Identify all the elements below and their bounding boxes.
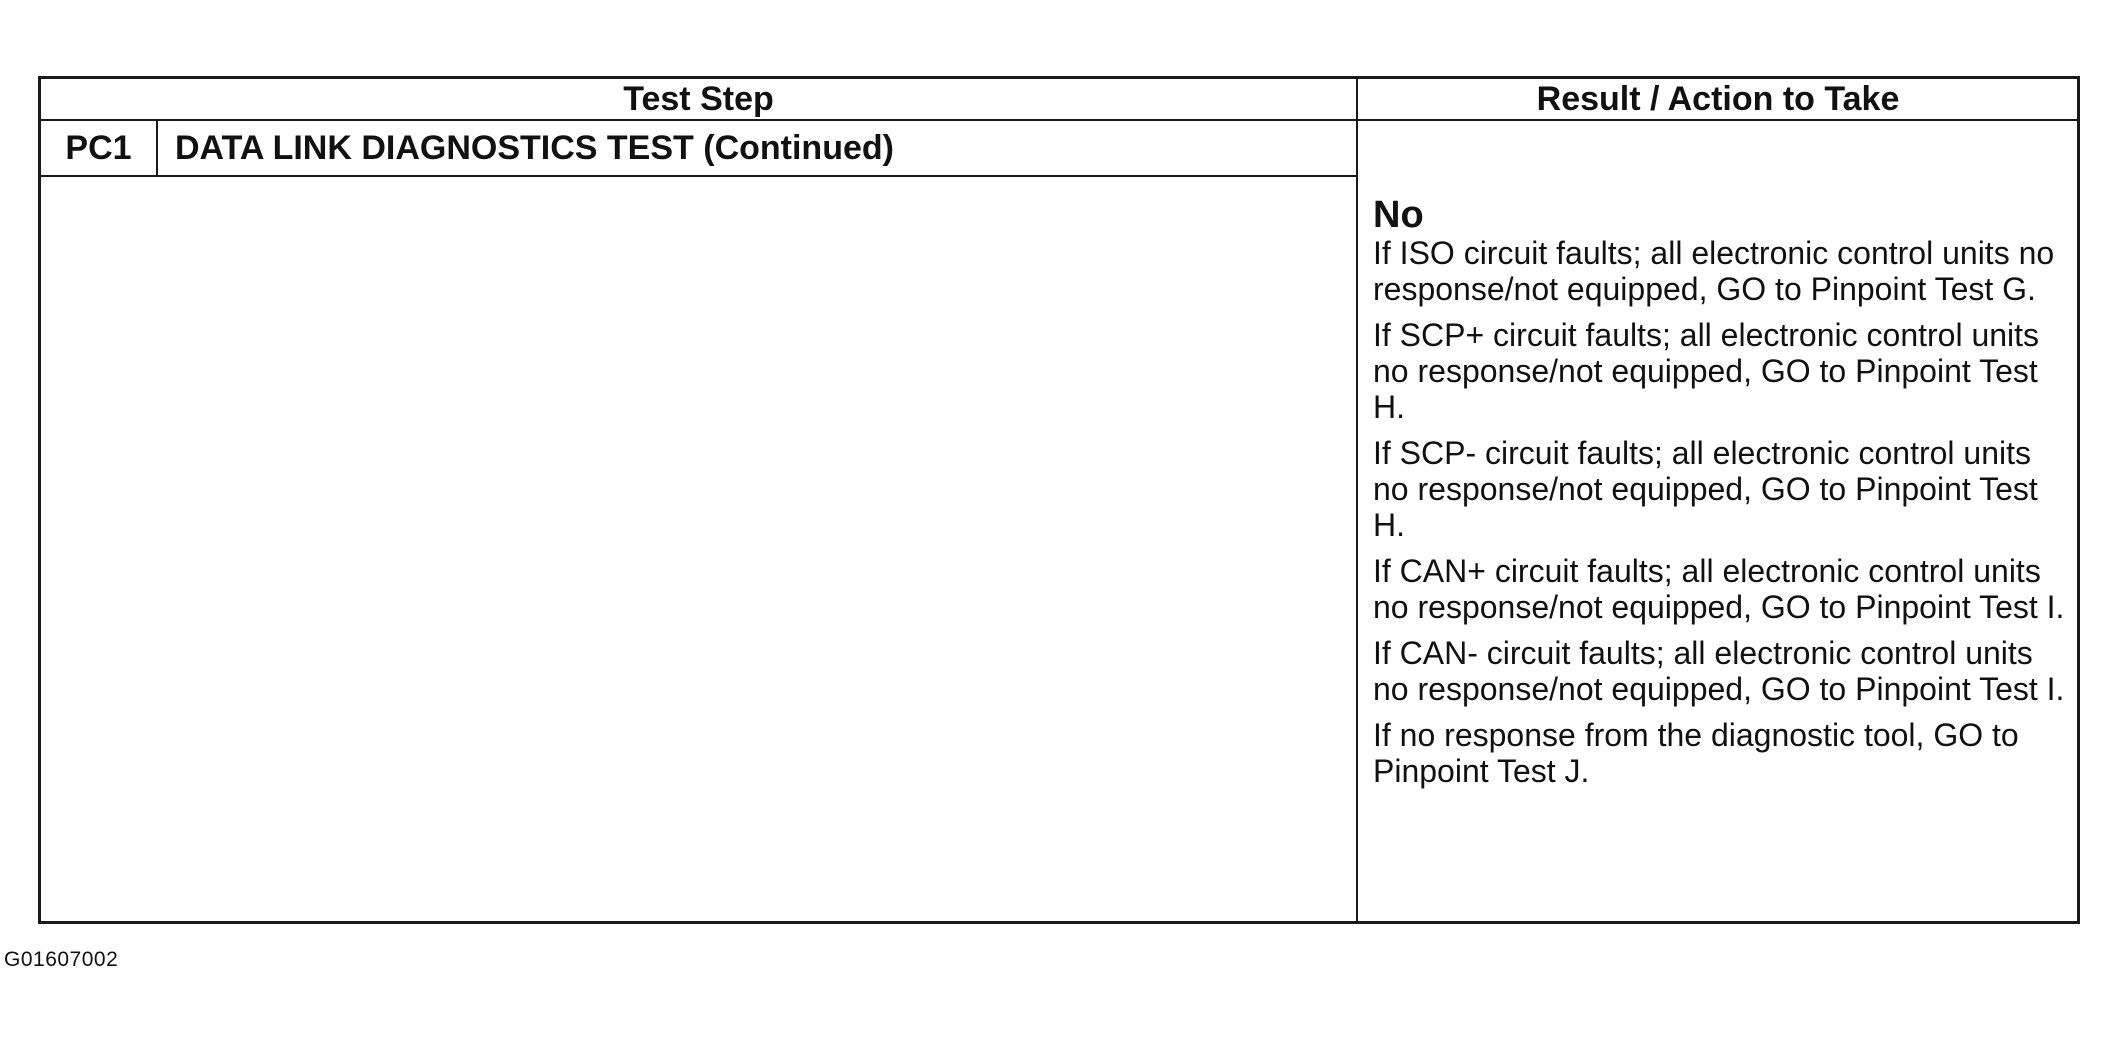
- result-item: If no response from the diagnostic tool, GO to Pinpoint Test J.: [1373, 717, 2019, 789]
- step-id-divider: [156, 120, 158, 176]
- figure-id: G01607002: [4, 948, 119, 971]
- result-block: [1373, 195, 2073, 789]
- result-item: If CAN- circuit faults; all electronic control units no response/not equipped, GO to Pinpoint Test I.: [1373, 635, 2065, 707]
- result-item: If CAN+ circuit faults; all electronic control units no response/not equipped, GO to Pinpoint Test I.: [1373, 553, 2065, 625]
- diagnostic-table: [38, 76, 2080, 924]
- header-test-step: Test Step: [623, 79, 774, 118]
- result-item: If ISO circuit faults; all electronic control units no response/not equipped, GO to Pinpoint Test G.: [1373, 235, 2055, 307]
- result-item: If SCP+ circuit faults; all electronic control units no response/not equipped, GO to Pinpoint Test H.: [1373, 317, 2040, 425]
- header-result-action: Result / Action to Take: [1536, 79, 1900, 118]
- step-row-divider: [41, 175, 1357, 177]
- column-divider: [1356, 79, 1358, 921]
- result-item: If SCP- circuit faults; all electronic control units no response/not equipped, GO to Pinpoint Test H.: [1373, 435, 2038, 543]
- step-id: PC1: [65, 128, 132, 167]
- step-title: DATA LINK DIAGNOSTICS TEST (Continued): [175, 128, 894, 167]
- result-heading: No: [1373, 194, 1424, 236]
